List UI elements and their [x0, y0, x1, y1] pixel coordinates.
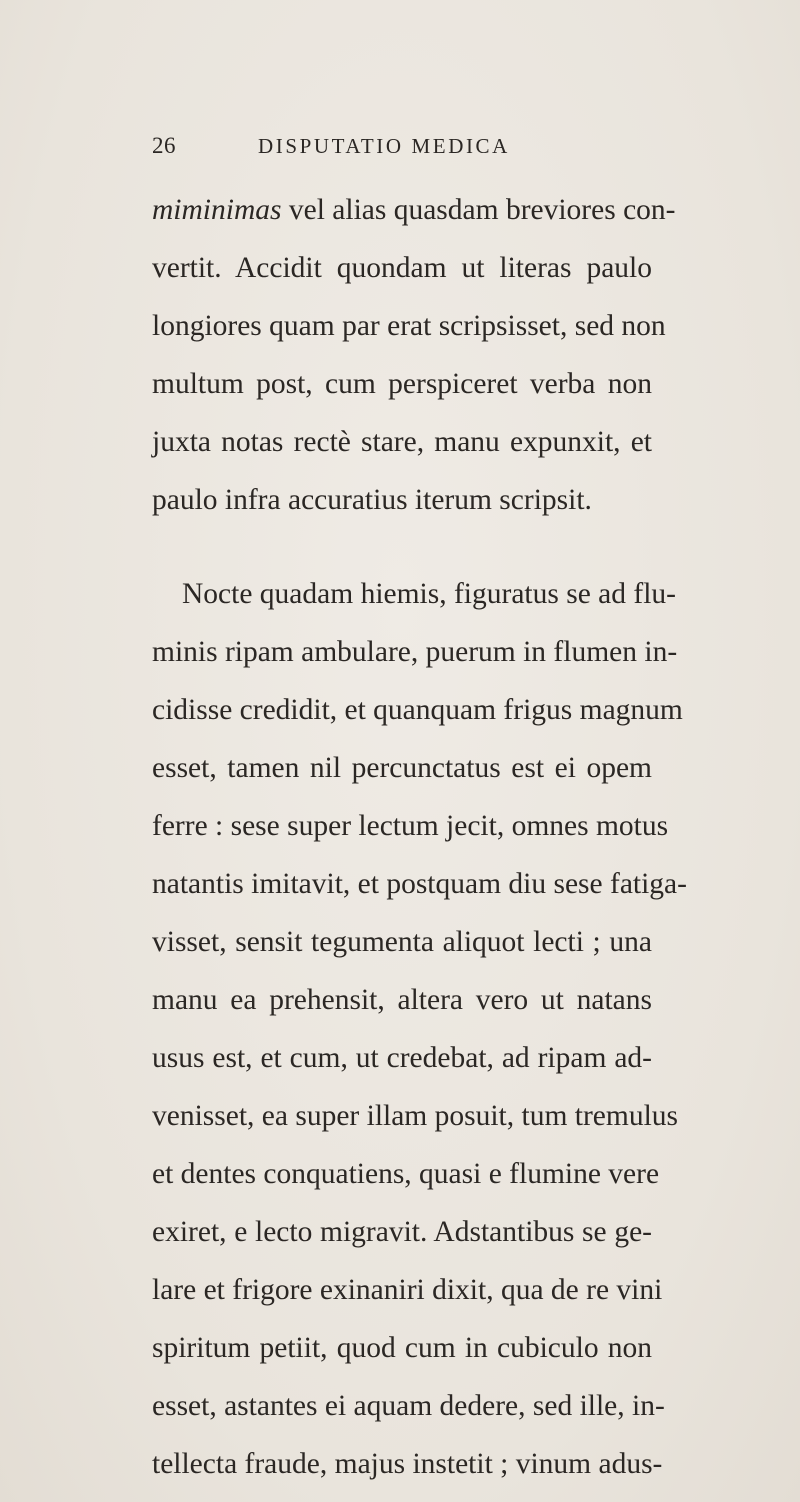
text-line: esset, tamen nil percunctatus est ei opem: [152, 752, 652, 784]
paragraph-gap: [152, 529, 652, 565]
text-line: paulo infra accuratius iterum scripsit.: [152, 484, 592, 516]
text-line: [152, 181, 676, 239]
running-head: [0, 0, 800, 158]
running-title: DISPUTATIO MEDICA: [258, 134, 510, 158]
text-line: multum post, cum perspiceret verba non: [152, 368, 652, 400]
italic-word: miminimas: [152, 194, 282, 226]
text-line: ferre : sese super lectum jecit, omnes motus: [152, 810, 669, 842]
text-line: minis ripam ambulare, puerum in flumen in-: [152, 636, 678, 668]
text-line: cidisse credidit, et quanquam frigus magnum: [152, 694, 683, 726]
text-line: usus est, et cum, ut credebat, ad ripam ad-: [152, 1042, 652, 1074]
text-line: tellecta fraude, majus instetit ; vinum adus-: [152, 1448, 663, 1480]
text-line: longiores quam par erat scripsisset, sed non: [152, 310, 666, 342]
text-line: venisset, ea super illam posuit, tum tremulus: [152, 1100, 679, 1132]
body-text: [152, 181, 687, 1493]
text-line: exiret, e lecto migravit. Adstantibus se ge-: [152, 1216, 652, 1248]
paragraph: [152, 181, 676, 529]
text-line: vertit. Accidit quondam ut literas paulo: [152, 252, 652, 284]
text-line: Nocte quadam hiemis, figuratus se ad flu-: [182, 578, 676, 610]
text-line: natantis imitavit, et postquam diu sese fatiga-: [152, 868, 687, 900]
text-line: juxta notas rectè stare, manu expunxit, et: [152, 426, 652, 458]
text-line: manu ea prehensit, altera vero ut natans: [152, 984, 652, 1016]
page-number: 26: [152, 133, 176, 158]
paragraph: [152, 565, 687, 1493]
text-line: visset, sensit tegumenta aliquot lecti ; una: [152, 926, 652, 958]
text-line: esset, astantes ei aquam dedere, sed ille, in-: [152, 1390, 665, 1422]
text-line: spiritum petiit, quod cum in cubiculo non: [152, 1332, 652, 1364]
text-line: lare et frigore exinaniri dixit, qua de re vini: [152, 1274, 663, 1306]
line-text: vel alias quasdam breviores con-: [281, 194, 676, 226]
text-line: et dentes conquatiens, quasi e flumine vere: [152, 1158, 660, 1190]
